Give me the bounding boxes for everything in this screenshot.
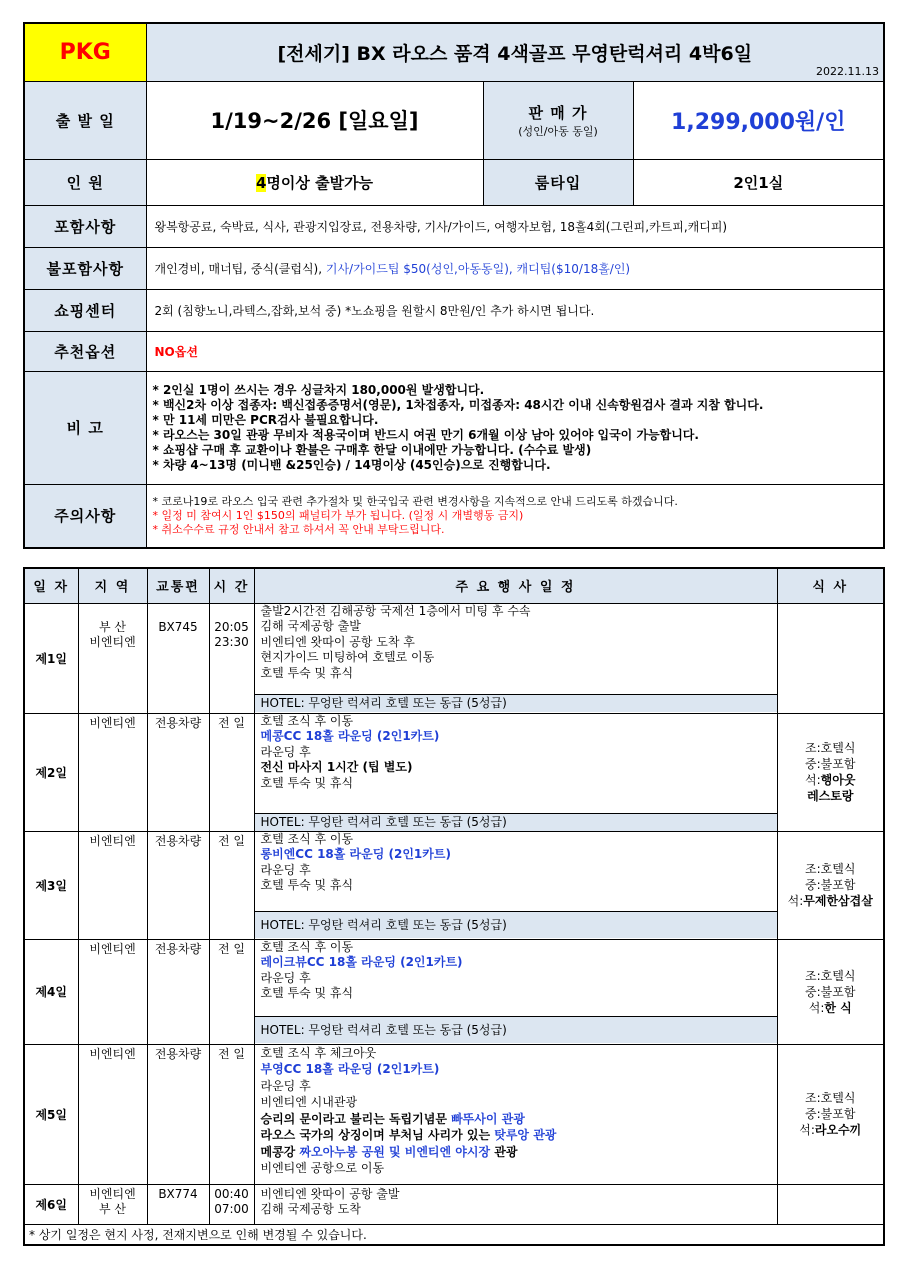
meal-dinner-label: 석: bbox=[808, 1000, 825, 1015]
included-label: 포함사항 bbox=[24, 205, 146, 247]
schedule-cell bbox=[254, 939, 777, 1044]
tour-spot: 짜오아누봉 공원 및 비엔티엔 야시장 bbox=[299, 1144, 491, 1159]
meal-lunch: 중:불포함 bbox=[805, 1107, 856, 1121]
schedule-line: 비엔티엔 시내관광 bbox=[260, 1095, 358, 1109]
package-title: [전세기] BX 라오스 품격 4색골프 무영탄럭셔리 4박6일 bbox=[277, 42, 753, 65]
meal-breakfast: 조:호텔식 bbox=[805, 741, 856, 755]
schedule-line: 호텔 조식 후 이동 bbox=[260, 939, 354, 954]
col-header-day: 일 자 bbox=[24, 568, 78, 603]
tour-line bbox=[261, 1127, 773, 1144]
day-label: 제6일 bbox=[24, 1184, 78, 1224]
hotel-line: HOTEL: 무엉탄 럭셔리 호텔 또는 동급 (5성급) bbox=[255, 813, 777, 831]
caution-item: * 코로나19로 라오스 입국 관련 추가절차 및 한국입국 관련 변경사항을 지속적으로 안내 드리도록 하겠습니다. bbox=[152, 494, 678, 508]
schedule-line: 현지가이드 미팅하여 호텔로 이동 bbox=[260, 650, 435, 664]
golf-round-line: 레이크뷰CC 18홀 라운딩 (2인1카트) bbox=[260, 955, 463, 969]
tour-spot: 빠뚜사이 관광 bbox=[451, 1111, 525, 1126]
excluded-value: 개인경비, 매너팁, 중식(클럽식), bbox=[154, 261, 326, 276]
tour-spot: 탓루앙 관광 bbox=[494, 1128, 557, 1142]
col-header-time: 시 간 bbox=[209, 568, 254, 603]
departure-value: 1/19~2/26 [일요일] bbox=[146, 81, 483, 159]
schedule-cell bbox=[254, 831, 777, 939]
tour-desc: 승리의 문이라고 불리는 독립기념문 bbox=[260, 1111, 452, 1126]
day-label: 제1일 bbox=[24, 603, 78, 713]
tour-line bbox=[261, 1111, 773, 1128]
meal-lunch: 중:불포함 bbox=[805, 757, 856, 771]
note-item: * 백신2차 이상 접종자: 백신접종증명서(영문), 1차접종자, 미접종자: 48시간 이내 신속항원검사 결과 지참 합니다. bbox=[152, 397, 764, 412]
excluded-tips: 기사/가이드팁 $50(성인,아동동일), 캐디팁($10/18홀/인) bbox=[325, 261, 631, 276]
itinerary-row bbox=[24, 831, 884, 939]
meal-dinner-label: 석: bbox=[799, 1123, 815, 1137]
shopping-value: 2회 (침향노니,라텍스,잡화,보석 중) *노쇼핑을 원할시 8만원/인 추가 하시면 됩니다. bbox=[146, 289, 884, 331]
region: 비엔티엔 bbox=[78, 713, 147, 831]
option-value: NO옵션 bbox=[146, 331, 884, 371]
people-label: 인 원 bbox=[24, 159, 146, 205]
schedule-line: 비엔티엔 왓따이 공항 도착 후 bbox=[260, 634, 415, 649]
note-item: * 차량 4~13명 (미니밴 &25인승) / 14명이상 (45인승)으로 진행합니다. bbox=[152, 457, 551, 472]
departure-label: 출 발 일 bbox=[24, 81, 146, 159]
meal-dinner: 무제한삼겹살 bbox=[803, 894, 873, 908]
excluded-cell bbox=[146, 247, 884, 289]
day-label: 제4일 bbox=[24, 939, 78, 1044]
itinerary-table bbox=[23, 567, 885, 1246]
excluded-label: 불포함사항 bbox=[24, 247, 146, 289]
note-item: * 만 11세 미만은 PCR검사 불필요합니다. bbox=[152, 412, 379, 427]
meal-dinner: 한 식 bbox=[824, 1000, 852, 1015]
caution-list bbox=[146, 484, 884, 548]
time: 전 일 bbox=[209, 831, 254, 939]
time: 07:00 bbox=[214, 1201, 249, 1216]
hotel-line: HOTEL: 무엉탄 럭셔리 호텔 또는 동급 (5성급) bbox=[255, 911, 777, 938]
schedule-line: 호텔 조식 후 이동 bbox=[260, 831, 354, 846]
hotel-line: HOTEL: 무엉탄 럭셔리 호텔 또는 동급 (5성급) bbox=[255, 694, 777, 712]
time-cell bbox=[209, 1184, 254, 1224]
col-header-transport: 교통편 bbox=[147, 568, 209, 603]
transport: BX745 bbox=[147, 603, 209, 713]
schedule-cell bbox=[254, 603, 777, 713]
room-value: 2인1실 bbox=[633, 159, 884, 205]
package-info-table bbox=[23, 22, 885, 549]
people-cell bbox=[146, 159, 483, 205]
meal-cell bbox=[777, 831, 884, 939]
transport: 전용차량 bbox=[147, 939, 209, 1044]
massage-line: 전신 마사지 1시간 (팁 별도) bbox=[260, 760, 413, 774]
meal-dinner-2: 레스토랑 bbox=[807, 789, 854, 803]
schedule-line: 라운딩 후 bbox=[260, 970, 311, 985]
transport: 전용차량 bbox=[147, 831, 209, 939]
schedule-line: 라운딩 후 bbox=[260, 1078, 311, 1093]
region: 비엔티엔 bbox=[89, 634, 136, 649]
schedule-line: 김해 국제공항 도착 bbox=[260, 1202, 361, 1216]
itinerary-row bbox=[24, 603, 884, 713]
transport: 전용차량 bbox=[147, 1044, 209, 1184]
region: 비엔티엔 bbox=[89, 1186, 136, 1201]
notes-list bbox=[146, 371, 884, 484]
schedule-line: 호텔 투숙 및 휴식 bbox=[260, 986, 354, 1000]
transport: BX774 bbox=[147, 1184, 209, 1224]
included-value: 왕복항공료, 숙박료, 식사, 관광지입장료, 전용차량, 기사/가이드, 여행자보험, 18홀4회(그린피,카트피,캐디피) bbox=[146, 205, 884, 247]
region: 비엔티엔 bbox=[78, 831, 147, 939]
time-cell bbox=[209, 603, 254, 713]
option-label: 추천옵션 bbox=[24, 331, 146, 371]
meal-cell bbox=[777, 939, 884, 1044]
day-label: 제3일 bbox=[24, 831, 78, 939]
schedule-line: 비엔티엔 공항으로 이동 bbox=[260, 1161, 385, 1175]
region: 부 산 bbox=[99, 619, 126, 634]
schedule-line: 출발2시간전 김해공항 국제선 1층에서 미팅 후 수속 bbox=[260, 603, 531, 618]
notes-label: 비 고 bbox=[24, 371, 146, 484]
shopping-label: 쇼핑센터 bbox=[24, 289, 146, 331]
schedule-cell bbox=[254, 713, 777, 831]
golf-round-line: 롱비엔CC 18홀 라운딩 (2인1카트) bbox=[260, 847, 451, 861]
schedule-line: 라운딩 후 bbox=[260, 862, 311, 877]
meal-dinner-label: 석: bbox=[805, 773, 821, 787]
golf-round-line: 메콩CC 18홀 라운딩 (2인1카트) bbox=[260, 729, 440, 743]
tour-line bbox=[261, 1144, 773, 1161]
day-label: 제2일 bbox=[24, 713, 78, 831]
col-header-meals: 식 사 bbox=[777, 568, 884, 603]
meal-lunch: 중:불포함 bbox=[805, 878, 856, 892]
caution-item: * 취소수수료 규정 안내서 참고 하셔서 꼭 안내 부탁드립니다. bbox=[152, 522, 445, 536]
schedule-line: 비엔티엔 왓따이 공항 출발 bbox=[260, 1186, 400, 1201]
price-sub: (성인/아동 동일) bbox=[518, 124, 598, 138]
transport: 전용차량 bbox=[147, 713, 209, 831]
schedule-line: 라운딩 후 bbox=[260, 744, 311, 759]
region-cell bbox=[78, 1184, 147, 1224]
time: 전 일 bbox=[209, 1044, 254, 1184]
room-label: 룸타입 bbox=[483, 159, 633, 205]
meal-cell bbox=[777, 1184, 884, 1224]
itinerary-row bbox=[24, 939, 884, 1044]
schedule-line: 호텔 조식 후 이동 bbox=[260, 713, 354, 728]
meal-cell bbox=[777, 713, 884, 831]
region: 부 산 bbox=[99, 1201, 126, 1216]
meal-dinner: 행아웃 bbox=[820, 773, 856, 787]
tour-desc: 메콩강 bbox=[260, 1144, 300, 1159]
schedule-line: 호텔 투숙 및 휴식 bbox=[260, 665, 354, 680]
meal-dinner: 라오수끼 bbox=[814, 1123, 862, 1137]
time: 20:05 bbox=[214, 619, 249, 634]
meal-breakfast: 조:호텔식 bbox=[805, 1091, 856, 1105]
itinerary-row bbox=[24, 713, 884, 831]
schedule-cell bbox=[254, 1044, 777, 1184]
region-cell bbox=[78, 603, 147, 713]
people-value: 명이상 출발가능 bbox=[266, 173, 374, 192]
package-title-cell bbox=[146, 23, 884, 81]
time: 전 일 bbox=[209, 939, 254, 1044]
region: 비엔티엔 bbox=[78, 1044, 147, 1184]
schedule-line: 김해 국제공항 출발 bbox=[260, 619, 361, 633]
time: 23:30 bbox=[214, 634, 249, 649]
note-item: * 2인실 1명이 쓰시는 경우 싱글차지 180,000원 발생합니다. bbox=[152, 382, 485, 397]
itinerary-footnote: * 상기 일정은 현지 사정, 전재지변으로 인해 변경될 수 있습니다. bbox=[24, 1224, 884, 1245]
golf-round-line: 부영CC 18홀 라운딩 (2인1카트) bbox=[260, 1062, 440, 1076]
hotel-line: HOTEL: 무엉탄 럭셔리 호텔 또는 동급 (5성급) bbox=[255, 1016, 777, 1043]
col-header-region: 지 역 bbox=[78, 568, 147, 603]
price-value: 1,299,000원/인 bbox=[633, 81, 884, 159]
region: 비엔티엔 bbox=[78, 939, 147, 1044]
schedule-line: 호텔 투숙 및 휴식 bbox=[260, 775, 354, 790]
people-min-number: 4 bbox=[255, 173, 267, 192]
meal-dinner-label: 석: bbox=[787, 894, 804, 908]
note-item: * 라오스는 30일 관광 무비자 적용국이며 반드시 여권 만기 6개월 이상 남아 있어야 입국이 가능합니다. bbox=[152, 427, 699, 442]
col-header-schedule: 주 요 행 사 일 정 bbox=[254, 568, 777, 603]
meal-cell bbox=[777, 1044, 884, 1184]
document-date: 2022.11.13 bbox=[816, 64, 880, 78]
meal-cell bbox=[777, 603, 884, 713]
note-item: * 쇼핑샵 구매 후 교환이나 환불은 구매후 한달 이내에만 가능합니다. (수수료 발생) bbox=[152, 442, 592, 457]
schedule-line: 호텔 조식 후 체크아웃 bbox=[260, 1045, 377, 1060]
pkg-label: PKG bbox=[24, 23, 146, 81]
schedule-cell bbox=[254, 1184, 777, 1224]
itinerary-row bbox=[24, 1184, 884, 1224]
price-label: 판 매 가 bbox=[528, 103, 588, 122]
meal-breakfast: 조:호텔식 bbox=[805, 968, 856, 983]
caution-item: * 일정 미 참여시 1인 $150의 패널티가 부가 됩니다. (일정 시 개별행동 금지) bbox=[152, 508, 524, 522]
day-label: 제5일 bbox=[24, 1044, 78, 1184]
itinerary-row bbox=[24, 1044, 884, 1184]
caution-label: 주의사항 bbox=[24, 484, 146, 548]
time: 00:40 bbox=[214, 1186, 249, 1201]
tour-desc: 라오스 국가의 상징이며 부처님 사리가 있는 bbox=[260, 1128, 495, 1142]
meal-breakfast: 조:호텔식 bbox=[805, 862, 856, 876]
meal-lunch: 중:불포함 bbox=[805, 984, 856, 999]
time: 전 일 bbox=[209, 713, 254, 831]
tour-desc: 관광 bbox=[490, 1144, 518, 1159]
price-label-cell bbox=[483, 81, 633, 159]
schedule-line: 호텔 투숙 및 휴식 bbox=[260, 878, 354, 892]
